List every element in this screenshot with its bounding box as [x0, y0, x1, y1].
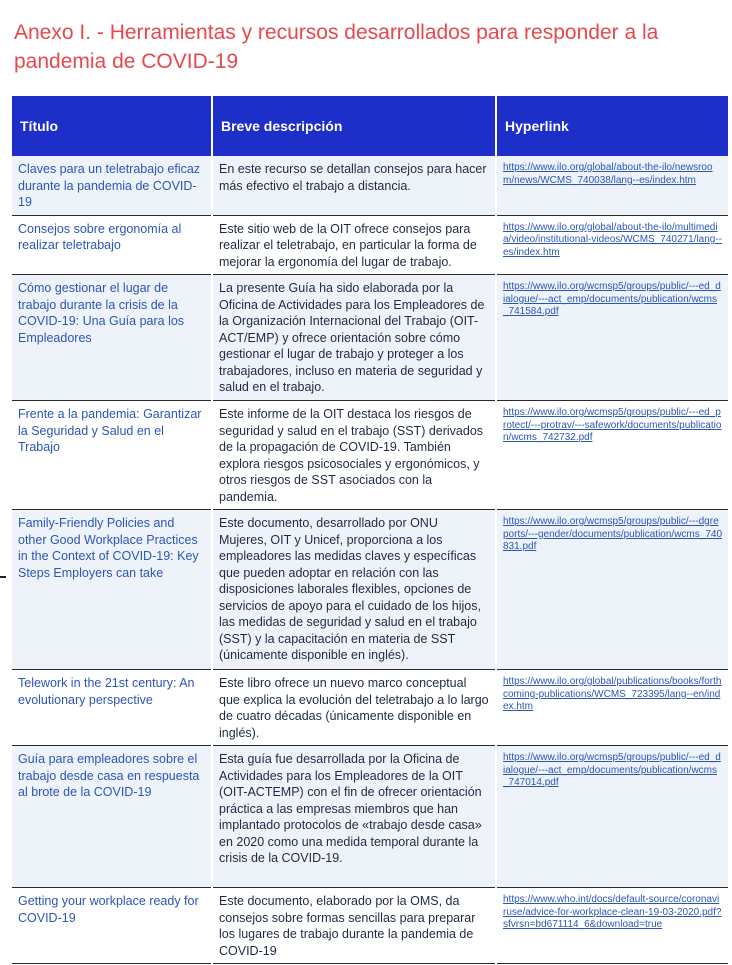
row-title: Family-Friendly Policies and other Good Workplace Practices in the Context of COVID-19: Key Steps Employers can take: [12, 510, 212, 670]
header-title: Título: [12, 96, 212, 156]
row-description: Este documento, elaborado por la OMS, da consejos sobre formas sencillas para preparar los lugares de trabajo durante la pandemia de COVID-19: [212, 888, 496, 964]
row-hyperlink[interactable]: https://www.ilo.org/wcmsp5/groups/public/---dgreports/---gender/documents/publication/wcms_740831.pdf: [503, 516, 722, 553]
row-link-cell: [496, 156, 728, 215]
resources-table: [12, 96, 728, 964]
table-row: [12, 401, 728, 510]
row-hyperlink[interactable]: https://www.ilo.org/wcmsp5/groups/public/---ed_protect/---protrav/---safework/documents/publication/wcms_742732.pdf: [503, 407, 722, 444]
row-link-cell: [496, 401, 728, 510]
table-row: [12, 215, 728, 275]
table-row: [12, 275, 728, 401]
table-row: [12, 746, 728, 888]
row-description: En este recurso se detallan consejos para hacer más efectivo el trabajo a distancia.: [212, 156, 496, 215]
header-description: Breve descripción: [212, 96, 496, 156]
table-row: [12, 156, 728, 215]
row-description: Este informe de la OIT destaca los riesgos de seguridad y salud en el trabajo (SST) derivados de la propagación de COVID-19. También explora riesgos psicosociales y ergonómicos, y otros riesgos de SST asociados con la pandemia.: [212, 401, 496, 510]
table-row: [12, 888, 728, 964]
row-link-cell: [496, 215, 728, 275]
row-link-cell: [496, 888, 728, 964]
row-hyperlink[interactable]: https://www.ilo.org/global/publications/books/forthcoming-publications/WCMS_723395/lang--en/index.htm: [503, 676, 722, 713]
row-title: Telework in the 21st century: An evolutionary perspective: [12, 670, 212, 746]
row-hyperlink[interactable]: https://www.ilo.org/global/about-the-ilo/multimedia/video/institutional-videos/WCMS_740271/lang--es/index.htm: [503, 221, 723, 258]
row-hyperlink[interactable]: https://www.ilo.org/global/about-the-ilo/newsroom/news/WCMS_740038/lang--es/index.htm: [503, 162, 713, 186]
row-title: Cómo gestionar el lugar de trabajo durante la crisis de la COVID-19: Una Guía para los Empleadores: [12, 275, 212, 401]
row-title: Guía para empleadores sobre el trabajo desde casa en respuesta al brote de la COVID-19: [12, 746, 212, 888]
table-row: [12, 510, 728, 670]
row-title: Getting your workplace ready for COVID-19: [12, 888, 212, 964]
annex-heading: Anexo I. - Herramientas y recursos desarrollados para responder a la pandemia de COVID-19: [14, 21, 659, 73]
margin-mark: [0, 576, 6, 578]
header-hyperlink: Hyperlink: [496, 96, 728, 156]
row-title: Claves para un teletrabajo eficaz durante la pandemia de COVID-19: [12, 156, 212, 215]
row-hyperlink[interactable]: https://www.ilo.org/wcmsp5/groups/public/---ed_dialogue/---act_emp/documents/publication/wcms_741584.pdf: [503, 281, 721, 318]
table-header-row: [12, 96, 728, 156]
row-description: Esta guía fue desarrollada por la Oficina de Actividades para los Empleadores de la OIT (OIT-ACTEMP) con el fin de ofrecer orientación práctica a las empresas miembros que han implantado protocolos de «trabajo desde casa» en 2020 como una medida temporal durante la crisis de la COVID-19.: [212, 746, 496, 888]
row-description: Este sitio web de la OIT ofrece consejos para realizar el teletrabajo, en particular la forma de mejorar la ergonomía del lugar de trabajo.: [212, 215, 496, 275]
row-link-cell: [496, 670, 728, 746]
row-link-cell: [496, 275, 728, 401]
row-title: Frente a la pandemia: Garantizar la Seguridad y Salud en el Trabajo: [12, 401, 212, 510]
table-row: [12, 670, 728, 746]
row-link-cell: [496, 510, 728, 670]
row-description: La presente Guía ha sido elaborada por la Oficina de Actividades para los Empleadores de la Organización Internacional del Trabajo (OIT-ACT/EMP) y ofrece orientación sobre cómo gestionar el lugar de trabajo y proteger a los trabajadores, incluso en materia de seguridad y salud en el trabajo.: [212, 275, 496, 401]
row-description: Este documento, desarrollado por ONU Mujeres, OIT y Unicef, proporciona a los empleadores las medidas claves y específicas que pueden adoptar en relación con las disposiciones laborales flexibles, opciones de servicios de apoyo para el cuidado de los hijos, las medidas de seguridad y salud en el trabajo (SST) y la capacitación en materia de SST (únicamente disponible en inglés).: [212, 510, 496, 670]
row-title: Consejos sobre ergonomía al realizar teletrabajo: [12, 215, 212, 275]
row-link-cell: [496, 746, 728, 888]
row-hyperlink[interactable]: https://www.ilo.org/wcmsp5/groups/public/---ed_dialogue/---act_emp/documents/publication/wcms_747014.pdf: [503, 752, 721, 789]
row-description: Este libro ofrece un nuevo marco conceptual que explica la evolución del teletrabajo a lo largo de cuatro décadas (únicamente disponible en inglés).: [212, 670, 496, 746]
row-hyperlink[interactable]: https://www.who.int/docs/default-source/coronaviruse/advice-for-workplace-clean-19-03-2020.pdf?sfvrsn=bd671114_6&download=true: [503, 894, 722, 931]
